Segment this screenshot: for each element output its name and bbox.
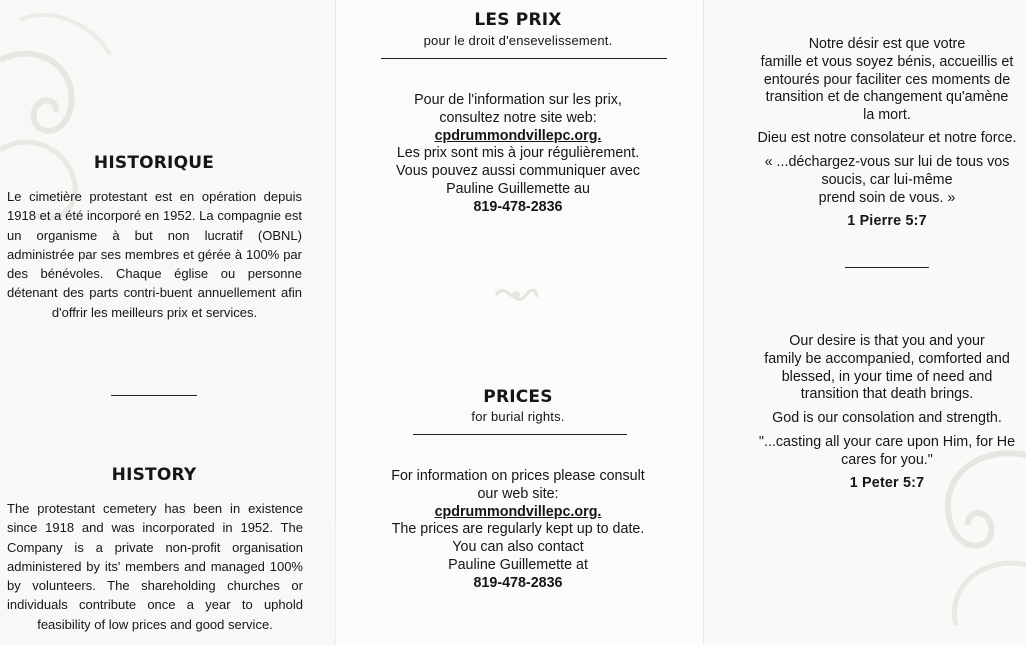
prices-fr-line: consultez notre site web: [439, 109, 597, 126]
consolation-fr [712, 130, 1026, 148]
middle-panel [336, 0, 704, 645]
wish-fr-line: la mort. [863, 107, 911, 124]
left-panel [0, 0, 336, 645]
quote-en-block [712, 434, 1026, 470]
prices-en-line: our web site: [477, 485, 559, 502]
bible-reference-fr: 1 Pierre 5:7 [847, 213, 927, 229]
history-fr-heading: HISTORIQUE [93, 153, 215, 173]
prices-en-subheading: for burial rights. [471, 409, 565, 424]
quote-fr-block [712, 154, 1026, 207]
prices-en-heading: PRICES [483, 387, 553, 407]
prices-en-line: For information on prices please consult [391, 468, 645, 484]
prices-en-block [336, 468, 700, 593]
wish-fr-line: entourés pour faciliter ces moments de [763, 71, 1011, 88]
prices-en-line: The prices are regularly kept up to date. [391, 521, 645, 538]
prices-en-line: Pauline Guillemette at [448, 556, 588, 573]
prices-fr-line: Les prix sont mis à jour régulièrement. [396, 145, 640, 162]
prices-en-line: You can also contact [452, 539, 584, 556]
history-fr-body: Le cimetière protestant est en opération depuis 1918 et a été incorporé en 1952. La compagnie est un organisme à but non lucratif (OBNL) administrée par ses membres et gérée à 100% par des bénévoles. Chaque église ou personne détenant des parts contri-buent annuellement afin d'offrir les meilleurs prix et services. [7, 189, 302, 320]
quote-fr-line: prend soin de vous. » [818, 189, 956, 206]
section-divider [111, 395, 197, 396]
section-divider [845, 267, 929, 268]
right-panel [704, 0, 1026, 645]
prices-fr-subheading: pour le droit d'ensevelissement. [423, 33, 613, 48]
consolation-en [712, 410, 1026, 428]
wish-en-line: blessed, in your time of need and [781, 368, 993, 385]
wish-fr-line: transition et de changement qu'amène [765, 89, 1009, 106]
section-divider [381, 58, 667, 59]
wish-en-block [712, 333, 1026, 404]
phone-number: 819-478-2836 [473, 574, 563, 591]
quote-en-line: "...casting all your care upon Him, for He [758, 434, 1016, 450]
quote-fr-line: soucis, car lui-même [821, 171, 953, 188]
wish-en-line: family be accompanied, comforted and [764, 350, 1010, 367]
section-divider [413, 434, 627, 435]
prices-fr-line: Pour de l'information sur les prix, [414, 92, 622, 108]
wish-en-line: transition that death brings. [800, 386, 974, 403]
prices-fr-line: Vous pouvez aussi communiquer avec [396, 163, 640, 180]
quote-fr-line: « ...déchargez-vous sur lui de tous vos [764, 154, 1010, 170]
decorative-flourish-icon [486, 275, 546, 315]
wish-fr-line: Notre désir est que votre [808, 36, 966, 52]
website-link[interactable]: cpdrummondvillepc.org. [434, 127, 602, 144]
wish-en-line: Our desire is that you and your [789, 333, 985, 349]
wish-fr-line: famille et vous soyez bénis, accueillis et [760, 53, 1014, 70]
phone-number: 819-478-2836 [473, 198, 563, 215]
history-en-heading: HISTORY [111, 465, 197, 485]
history-en-body: The protestant cemetery has been in existence since 1918 and was incorporated in 1952. The Company is a private non-profit organisation administered by its' members and managed 100% by volunteers. The shareholding churches or individuals contribute once a year to uphold feasibility of low prices and good service. [7, 501, 303, 632]
consolation-fr-line: Dieu est notre consolateur et notre force. [757, 130, 1017, 146]
wish-fr-block [712, 36, 1026, 125]
consolation-en-line: God is our consolation and strength. [772, 410, 1002, 426]
quote-en-line: cares for you." [841, 451, 933, 468]
prices-fr-heading: LES PRIX [474, 10, 562, 30]
bible-reference-en: 1 Peter 5:7 [849, 475, 925, 491]
website-link[interactable]: cpdrummondvillepc.org. [434, 503, 602, 520]
prices-fr-line: Pauline Guillemette au [446, 180, 590, 197]
prices-fr-block [336, 92, 700, 217]
